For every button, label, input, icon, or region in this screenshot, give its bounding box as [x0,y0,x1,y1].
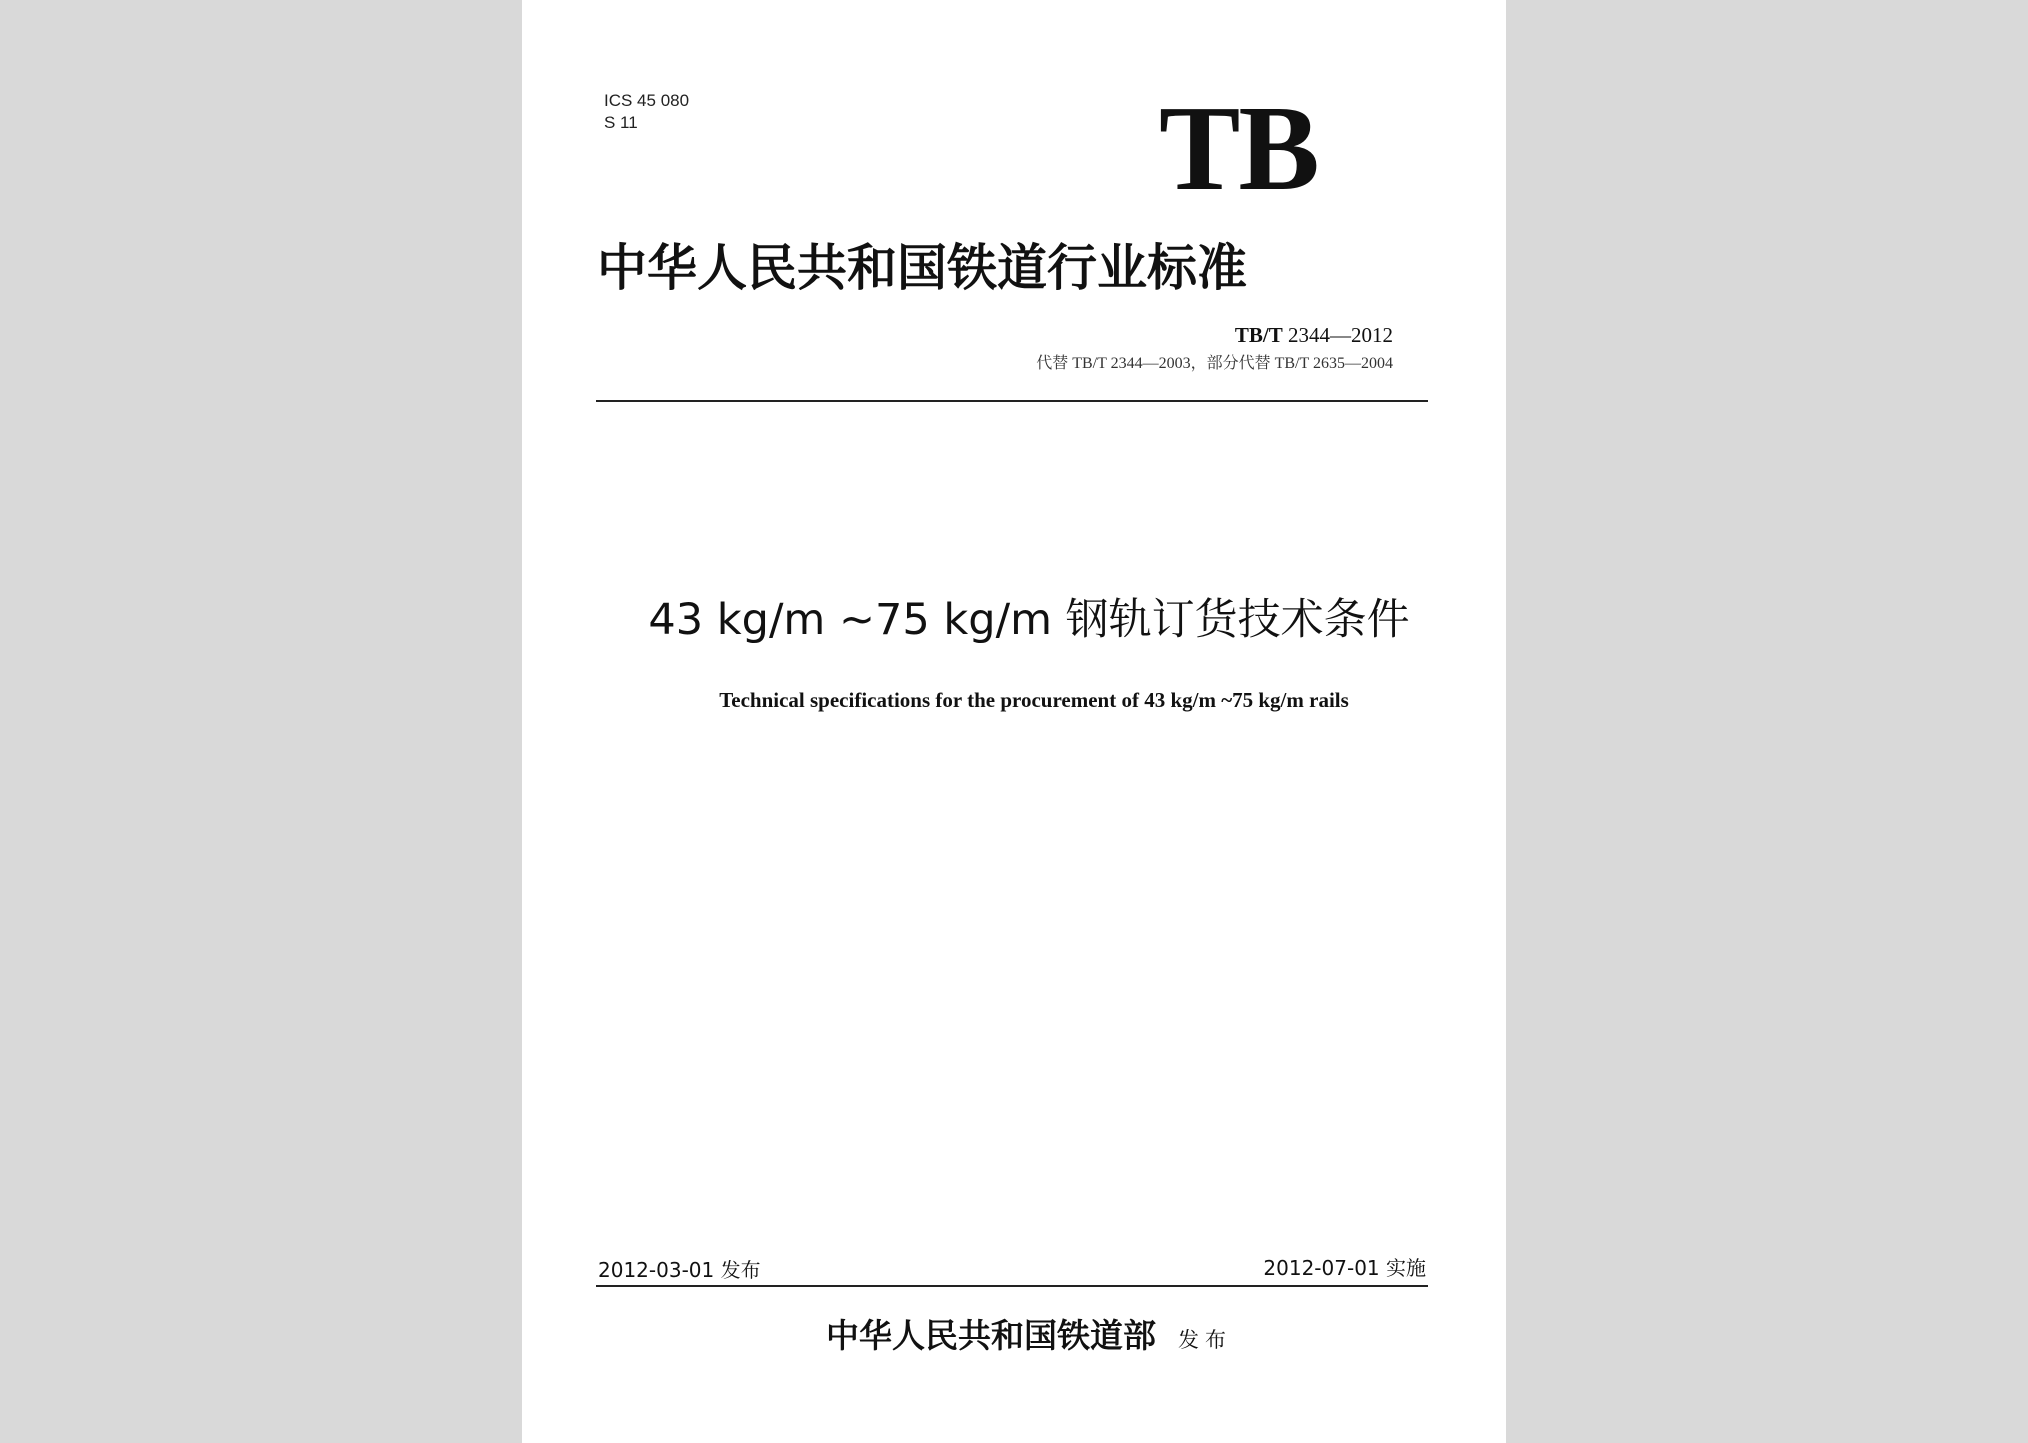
standard-number-prefix: TB/T [1234,323,1283,347]
category-code: S 11 [604,113,638,132]
document-title-chinese: 43 kg/m ~75 kg/m 钢轨订货技术条件 [648,595,1410,645]
document-page [522,0,1506,1443]
publisher-name: 中华人民共和国铁道部 [826,1316,1156,1355]
document-title-english: Technical specifications for the procurement of 43 kg/m ~75 kg/m rails [719,688,1349,712]
implementation-date: 2012-07-01 实施 [1263,1256,1426,1280]
publisher-line [522,1314,1506,1362]
ics-code: ICS 45 080 [604,91,690,110]
standard-title: 中华人民共和国铁道行业标准 [597,238,1247,297]
publisher-suffix: 发布 [1178,1328,1232,1352]
bottom-divider [596,1285,1428,1287]
standard-number-value: 2344—2012 [1288,323,1393,347]
issue-date: 2012-03-01 发布 [598,1258,761,1282]
replace-note: 代替 TB/T 2344—2003，部分代替 TB/T 2635—2004 [1036,355,1393,372]
top-divider [596,400,1428,402]
standard-number [1235,322,1393,348]
standard-mark-logo: TB [1159,81,1318,216]
classification-codes [604,90,689,134]
